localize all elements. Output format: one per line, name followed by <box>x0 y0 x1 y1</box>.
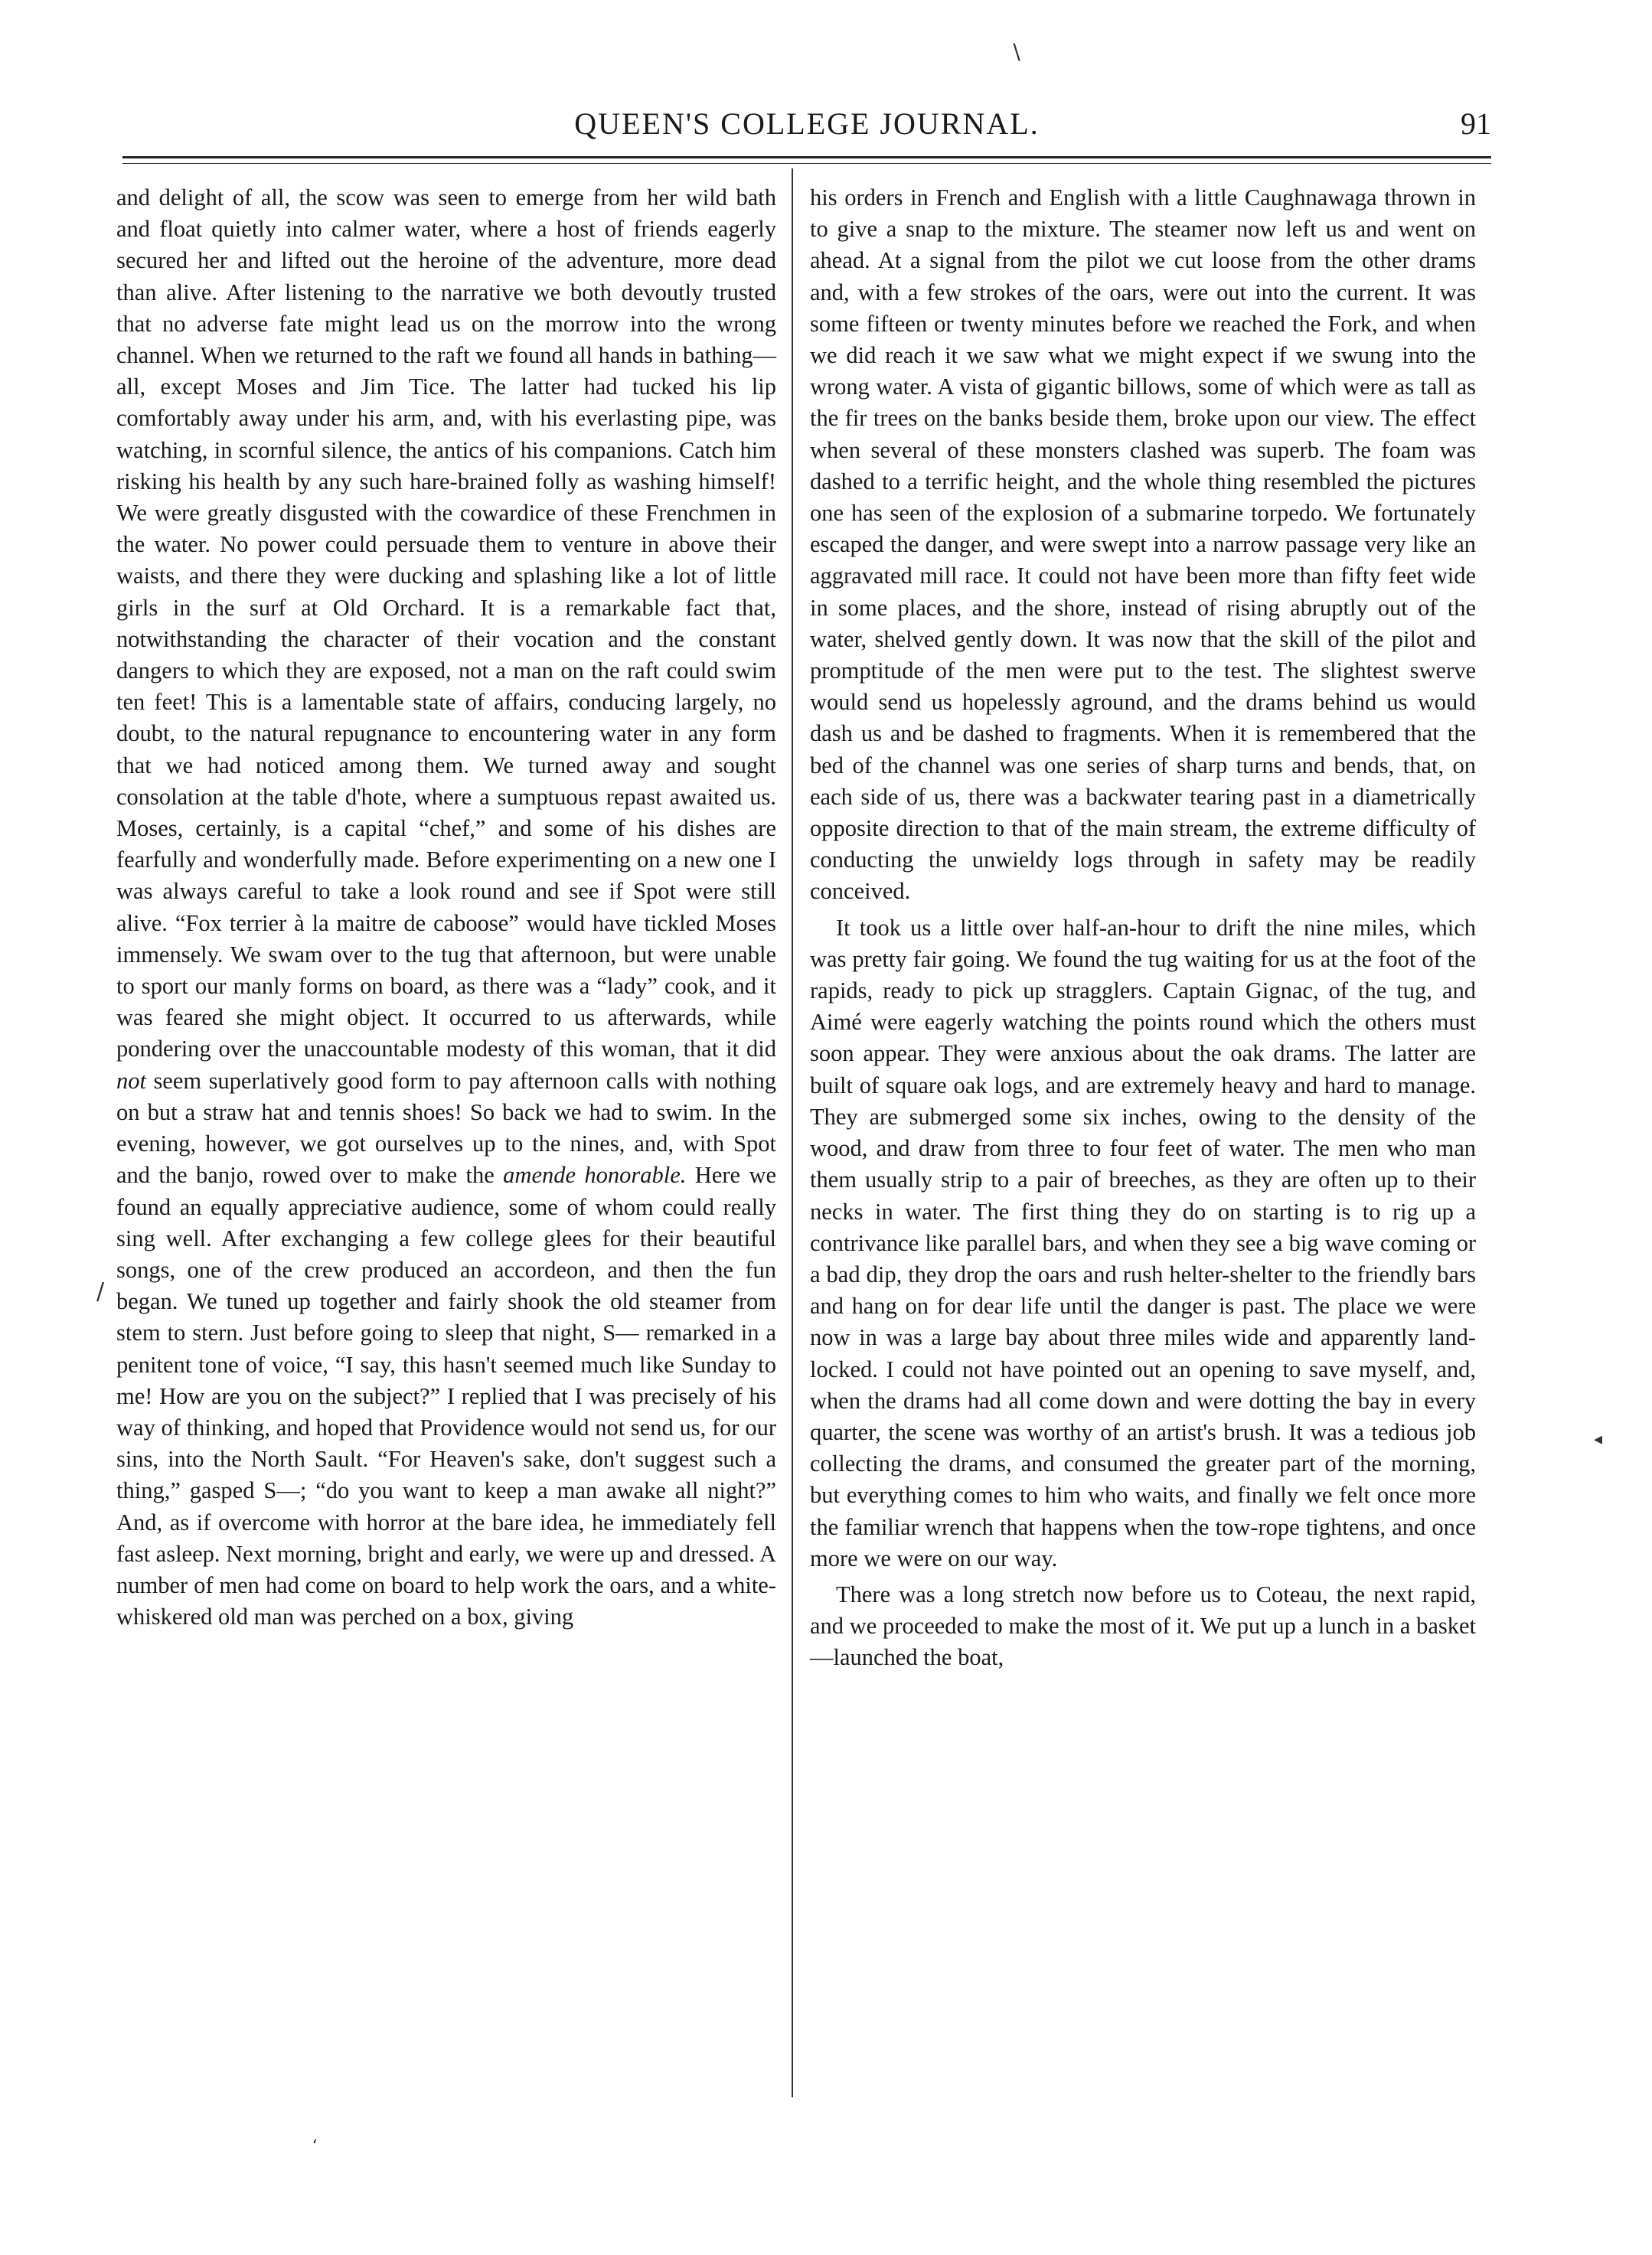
column-divider <box>792 168 793 2097</box>
page-header <box>122 106 1491 152</box>
right-column <box>810 182 1476 1674</box>
page-number: 91 <box>1461 106 1491 141</box>
header-rule-thin <box>122 163 1491 164</box>
stray-ink-mark: ∖ <box>1009 40 1023 65</box>
header-rule-thick <box>122 156 1491 158</box>
text-run: Here we found an equally appreciative audience, some of whom could really sing well. After exchanging a few college glees for their beautiful songs, one of the crew produced an accordeon, and then the fun began. We tuned up together and fairly shook the old steamer from stem to stern. Just before going to sleep that night, S— remarked in a penitent tone of voice, “I say, this hasn't seemed much like Sunday to me! How are you on the subject?” I replied that I was precisely of his way of thinking, and hoped that Providence would not send us, for our sins, into the North Sault. “For Heaven's sake, don't suggest such a thing,” gasped S—; “do you want to keep a man awake all night?” And, as if overcome with horror at the bare idea, he immediately fell fast asleep. Next morning, bright and early, we were up and dressed. A number of men had come on board to help work the oars, and a white-whiskered old man was perched on a box, giving <box>116 1162 777 1630</box>
right-column-paragraph-3: There was a long stretch now before us to Coteau, the next rapid, and we proceeded to make the most of it. We put up a lunch in a basket—launched the boat, <box>810 1581 1476 1671</box>
journal-title: QUEEN'S COLLEGE JOURNAL. <box>574 106 1040 141</box>
margin-pencil-mark: / <box>96 1278 105 1305</box>
left-column-paragraph <box>116 182 776 1633</box>
italic-phrase: amende honorable. <box>503 1162 687 1189</box>
italic-word: not <box>116 1067 146 1094</box>
right-column-paragraph-2: It took us a little over half-an-hour to drift the nine miles, which was pretty fair going. We found the tug waiting for us at the foot of the rapids, ready to pick up stragglers. Captain Gignac, of the tug, and Aimé were eagerly watching the points round which the others must soon appear. They were anxious about the oak drams. The latter are built of square oak logs, and are extremely heavy and hard to manage. They are submerged some six inches, owing to the density of the wood, and draw from three to four feet of water. The men who man them usually strip to a pair of breeches, as they are often up to their necks in water. The first thing they do on starting is to rig up a contrivance like parallel bars, and when they see a big wave coming or a bad dip, they drop the oars and rush helter-shelter to the friendly bars and hang on for dear life until the danger is past. The place we were now in was a large bay about three miles wide and apparently land-locked. I could not have pointed out an opening to save myself, and, when the drams had all come down and were dotting the bay in every quarter, the scene was worthy of an artist's brush. It was a tedious job collecting the drams, and consumed the greater part of the morning, but everything comes to him who waits, and finally we felt once more the familiar wrench that happens when the tow-rope tightens, and once more we were on our way. <box>810 914 1476 1571</box>
left-column <box>116 182 776 1633</box>
right-column-paragraph-1: his orders in French and English with a little Caughnawaga thrown in to give a snap to the mixture. The steamer now left us and went on ahead. At a signal from the pilot we cut loose from the other drams and, with a few strokes of the oars, were out into the current. It was some fifteen or twenty minutes before we reached the Fork, and when we did reach it we saw what we might expect if we swung into the wrong water. A vista of gigantic billows, some of which were as tall as the fir trees on the banks beside them, broke upon our view. The effect when several of these monsters clashed was superb. The foam was dashed to a terrific height, and the whole thing resembled the pictures one has seen of the explosion of a submarine torpedo. We fortunately escaped the danger, and were swept into a narrow passage very like an aggravated mill race. It could not have been more than fifty feet wide in some places, and the shore, instead of rising abruptly out of the water, shelved gently down. It was now that the skill of the pilot and promptitude of the men were put to the test. The slightest swerve would send us hopelessly aground, and the drams behind us would dash us and be dashed to fragments. When it is remembered that the bed of the channel was one series of sharp turns and bends, that, on each side of us, there was a backwater tearing past in a diametrically opposite direction to that of the main stream, the extreme difficulty of conducting the unwieldy logs through in safety may be readily conceived. <box>810 184 1476 905</box>
text-run: and delight of all, the scow was seen to emerge from her wild bath and float quietly into calmer water, where a host of friends eagerly secured her and lifted out the heroine of the adventure, more dead than alive. After listening to the narrative we both devoutly trusted that no adverse fate might lead us on the morrow into the wrong channel. When we returned to the raft we found all hands in bathing—all, except Moses and Jim Tice. The latter had tucked his lip comfortably away under his arm, and, with his everlasting pipe, was watching, in scornful silence, the antics of his companions. Catch him risking his health by any such hare-brained folly as washing himself! We were greatly disgusted with the cowardice of these Frenchmen in the water. No power could persuade them to venture in above their waists, and there they were ducking and splashing like a lot of little girls in the surf at Old Orchard. It is a remarkable fact that, notwithstanding the character of their vocation and the constant dangers to which they are exposed, not a man on the raft could swim ten feet! This is a lamentable state of affairs, conducing largely, no doubt, to the natural repugnance to encountering water in any form that we had noticed among them. We turned away and sought consolation at the table d'hote, where a sumptuous repast awaited us. Moses, certainly, is a capital “chef,” and some of his dishes are fearfully and wonderfully made. Before experimenting on a new one I was always careful to take a look round and see if Spot were still alive. “Fox terrier à la maitre de caboose” would have tickled Moses immensely. We swam over to the tug that afternoon, but were unable to sport our manly forms on board, as there was a “lady” cook, and it was feared she might object. It occurred to us afterwards, while pondering over the unaccountable modesty of this woman, that it did <box>116 184 776 1062</box>
margin-ink-dot: ◂ <box>1594 1430 1603 1449</box>
stray-ink-mark-bottom: ‘ <box>312 2137 318 2156</box>
text-run: seem superlatively good form to pay afternoon calls with nothing on but a straw hat and tennis shoes! So back we had to swim. In the evening, however, we got ourselves up to the nines, and, with Spot and the banjo, rowed over to make the <box>116 1067 776 1189</box>
